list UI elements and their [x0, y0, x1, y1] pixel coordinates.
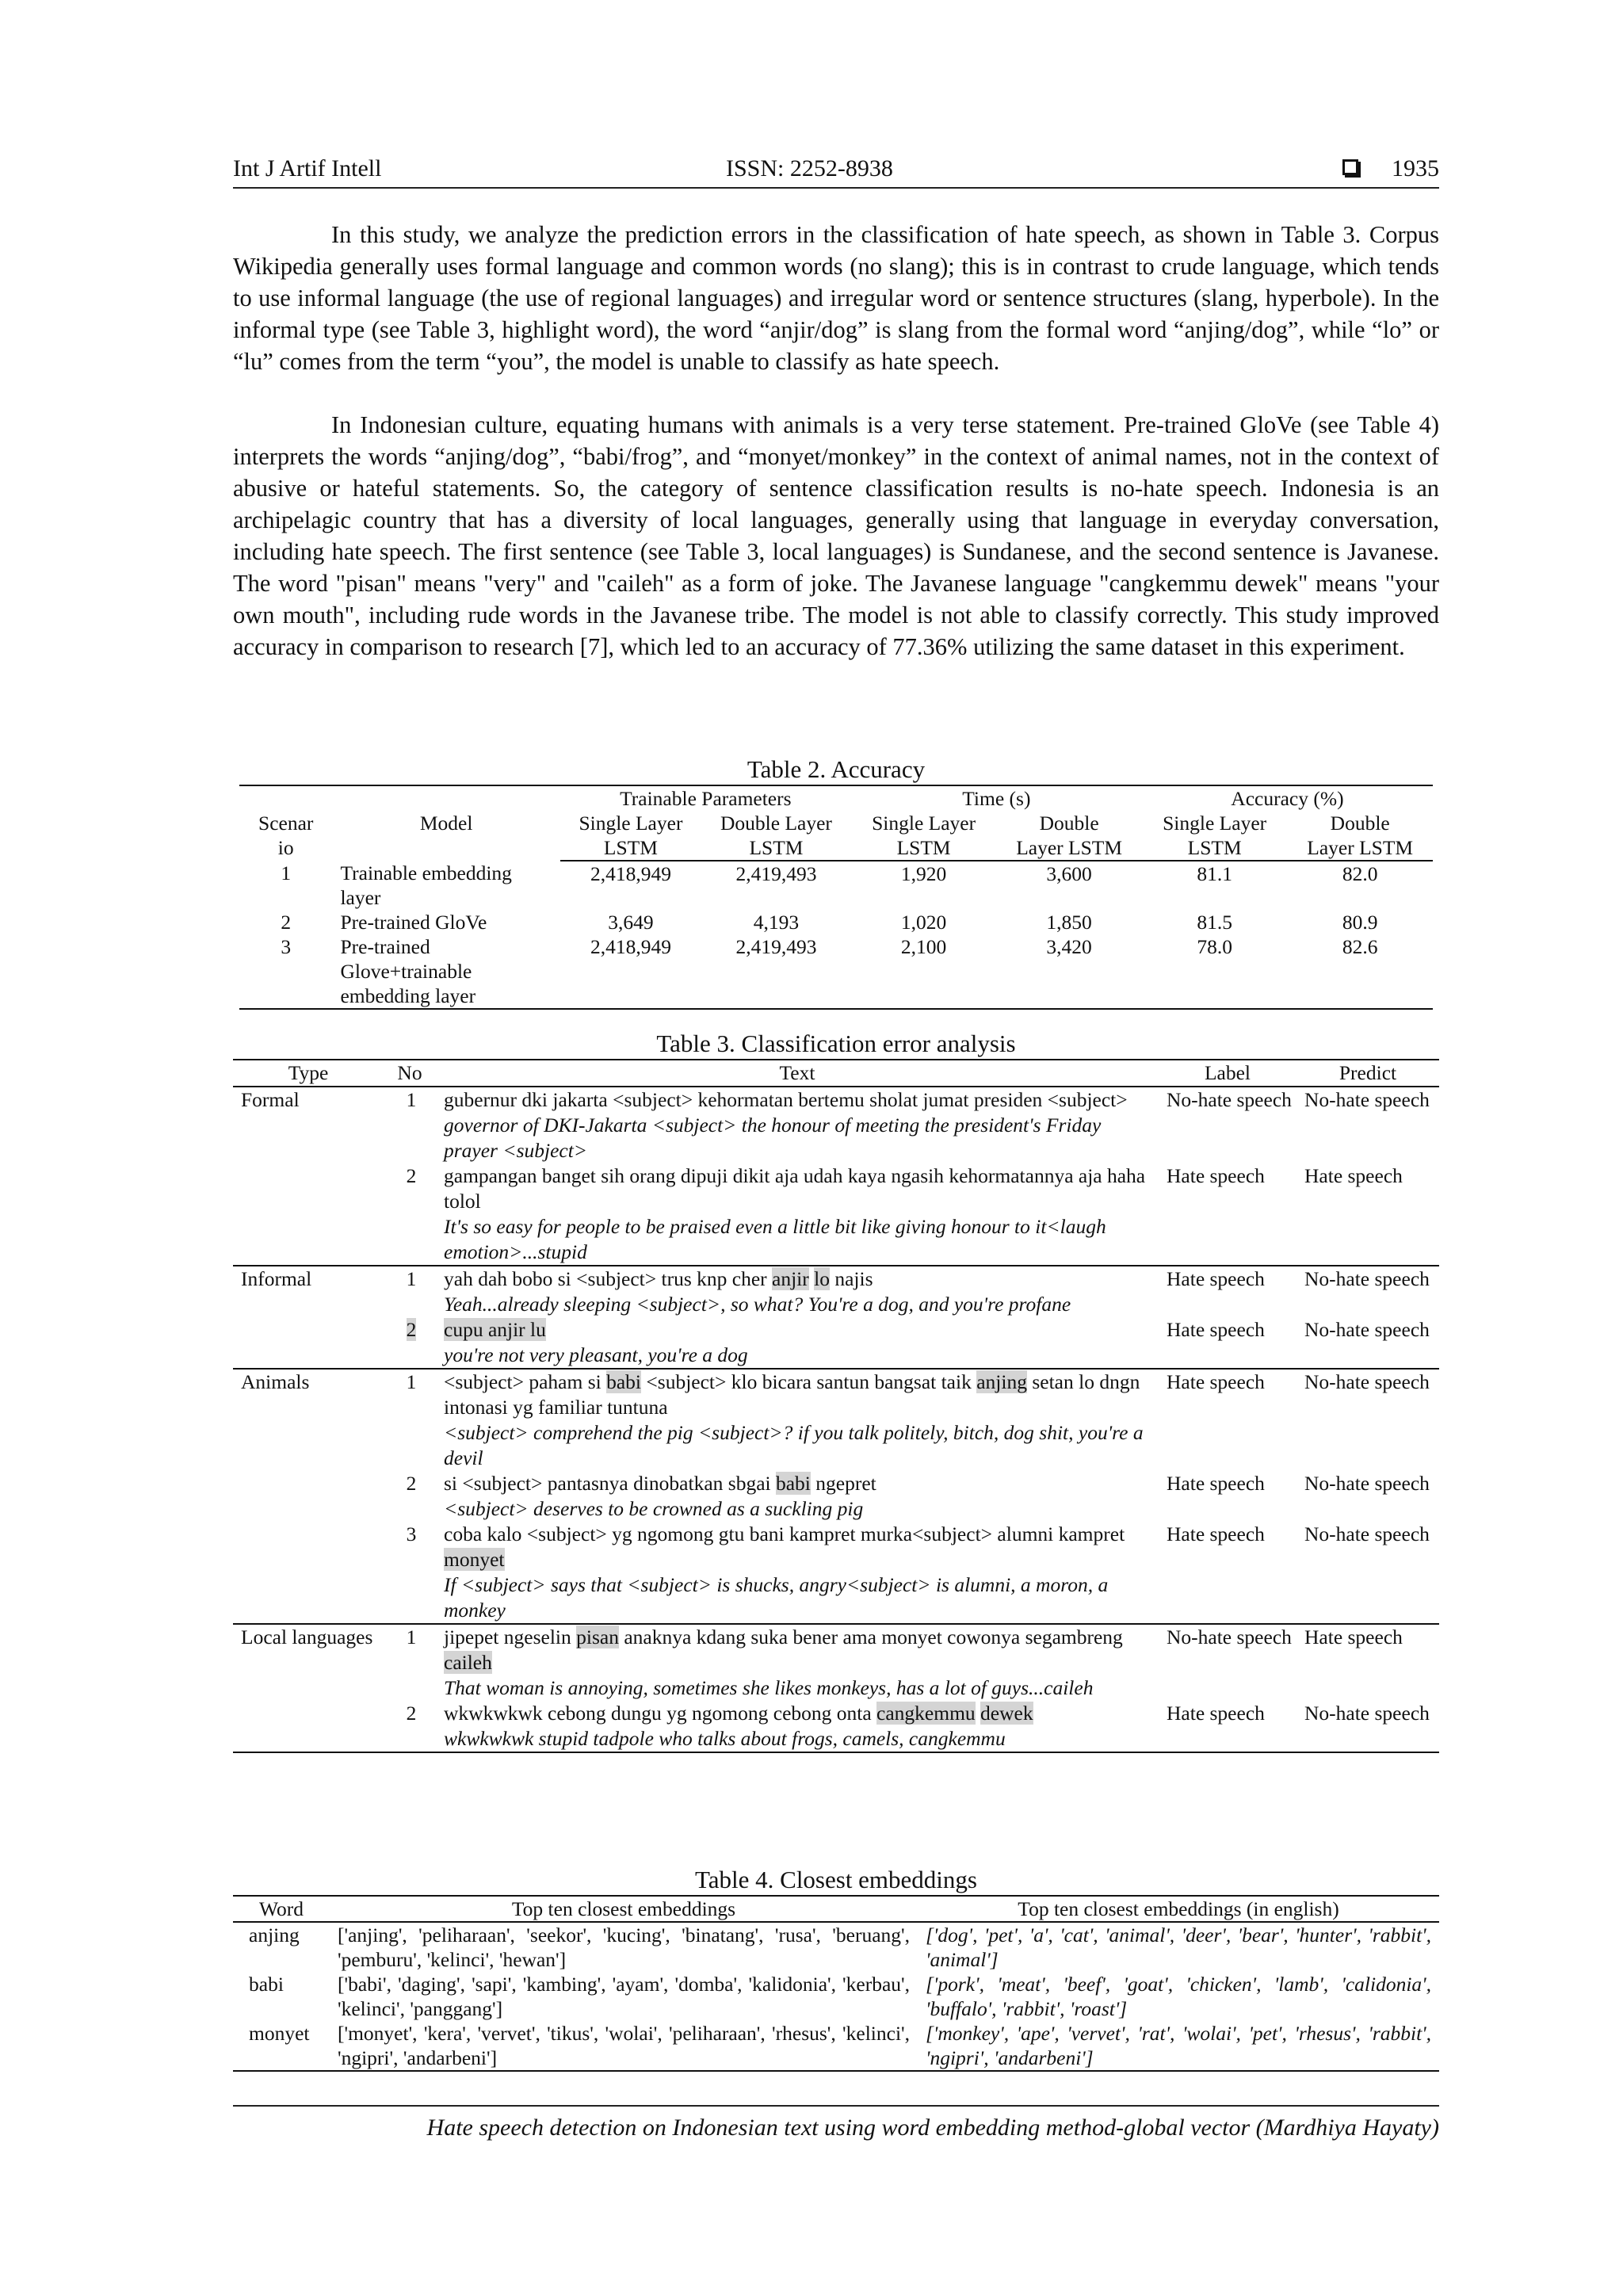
header-top: Top ten closest embeddings [330, 1896, 918, 1922]
table-row: anjing ['anjing', 'peliharaan', 'seekor', 'kucing', 'binatang', 'rusa', 'beruang', 'pemburu', 'kelinci', 'hewan'] ['dog', 'pet', 'a', 'cat', 'animal', 'deer', 'bear', 'hunter', 'rabbit', 'animal'] [249, 1924, 1431, 1971]
issn: ISSN: 2252-8938 [726, 155, 893, 181]
subheader: Double Layer [720, 812, 832, 835]
table-row: 2 wkwkwkwk cebong dungu yg ngomong cebong onta cangkemmu dewek wkwkwkwk stupid tadpole who talks about frogs, camels, cangkemmu Hate speech No-hate speech [406, 1702, 1430, 1750]
highlight-word: babi [606, 1370, 642, 1393]
highlight-word: cupu anjir lu [444, 1318, 546, 1341]
running-header [233, 155, 1439, 189]
header-accuracy: Accuracy (%) [1231, 787, 1344, 810]
highlight-word: anjir [772, 1267, 809, 1290]
subheader: LSTM [1142, 835, 1288, 861]
running-footer: Hate speech detection on Indonesian text using word embedding method-global vector (Mardhiya Hayaty) [233, 2105, 1439, 2141]
table-row: 2 si <subject> pantasnya dinobatkan sbgai babi ngepret <subject> deserves to be crowned as a suckling pig Hate speech No-hate speech [406, 1472, 1430, 1520]
table-row: 1 Trainable embedding layer 2,418,949 2,419,493 1,920 3,600 81.1 82.0 [281, 861, 1378, 909]
table2-caption: Table 2. Accuracy [747, 755, 926, 783]
journal-name: Int J Artif Intell [233, 155, 382, 181]
highlight-word: cangkemmu [876, 1702, 976, 1725]
page-number: 1935 [1392, 155, 1439, 181]
header-no: No [384, 1060, 436, 1087]
highlight-word: lo [814, 1267, 830, 1290]
header-label: Label [1159, 1060, 1296, 1087]
header-time: Time (s) [962, 787, 1031, 810]
table-row: Formal 1 gubernur dki jakarta <subject> kehormatan bertemu sholat jumat presiden <subject> governor of DKI-Jakarta <subject> the honour of meeting the president's Friday prayer <subject> No-hate speech No-hate speech [241, 1088, 1430, 1162]
table-row: monyet ['monyet', 'kera', 'vervet', 'tikus', 'wolai', 'peliharaan', 'rhesus', 'kelinci', 'ngipri', 'andarbeni'] ['monkey', 'ape', 'vervet', 'rat', 'wolai', 'pet', 'rhesus', 'rabbit', 'ngipri', 'andarbeni'] [249, 2022, 1431, 2069]
table4-caption: Table 4. Closest embeddings [694, 1866, 977, 1893]
subheader: LSTM [851, 835, 997, 861]
subheader: LSTM [560, 835, 701, 861]
table-row: Local languages 1 jipepet ngeselin pisan anaknya kdang suka bener ama monyet cowonya segambreng caileh That woman is annoying, sometimes she likes monkeys, has a lot of guys...caileh No-hate speech Hate speech [241, 1626, 1403, 1699]
highlight-word: anjing [976, 1370, 1027, 1393]
highlight-word: monyet [444, 1548, 505, 1571]
table-row: 2 Pre-trained GloVe 3,649 4,193 1,020 1,850 81.5 80.9 [281, 911, 1378, 934]
highlight-word: babi [775, 1472, 811, 1495]
subheader: Layer LSTM [1287, 835, 1433, 861]
header-top-en: Top ten closest embeddings (in english) [918, 1896, 1439, 1922]
header-word: Word [233, 1896, 330, 1922]
subheader: LSTM [701, 835, 851, 861]
subheader: Double [1330, 812, 1390, 835]
square-bullet-icon [1342, 159, 1358, 175]
header-type: Type [233, 1060, 384, 1087]
body-paragraph-1: In this study, we analyze the prediction errors in the classification of hate speech, as shown in Table 3. Corpus Wikipedia generally uses formal language and common words (no slang); this is in contrast to crude language, which tends to use informal language (the use of regional languages) and irregular word or sentence structures (slang, hyperbole). In the informal type (see Table 3, highlight word), the word “anjir/dog” is slang from the formal word “anjing/dog”, while “lo” or “lu” comes from the term “you”, the model is unable to classify as hate speech. [233, 221, 1439, 375]
body-paragraph-2: In Indonesian culture, equating humans with animals is a very terse statement. Pre-trained GloVe (see Table 4) interprets the words “anjing/dog”, “babi/frog”, and “monyet/monkey” in the context of animal names, not in the context of abusive or hateful statements. So, the category of sentence classification results is no-hate speech. Indonesia is an archipelagic country that has a diversity of local languages, generally using that language in everyday conversation, including hate speech. The first sentence (see Table 3, local languages) is Sundanese, and the second sentence is Javanese. The word "pisan" means "very" and "caileh" as a form of joke. The Javanese language "cangkemmu dewek" means "your own mouth", including rude words in the Javanese tribe. The model is not able to classify correctly. This study improved accuracy in comparison to research [7], which led to an accuracy of 77.36% utilizing the same dataset in this experiment. [233, 411, 1439, 660]
table-row: 3 coba kalo <subject> yg ngomong gtu bani kampret murka<subject> alumni kampret monyet If <subject> says that <subject> is shucks, angry<subject> is alumni, a moron, a monkey Hate speech No-hate speech [233, 1522, 1439, 1624]
header-params: Trainable Parameters [620, 787, 792, 810]
subheader: Layer LSTM [996, 835, 1142, 861]
table-row: 2 gampangan banget sih orang dipuji dikit aja udah kaya ngasih kehormatannya aja haha tolol It's so easy for people to be praised even a little bit like giving honour to it<laugh emotion>...stupid Hate speech Hate speech [233, 1163, 1439, 1266]
subheader: Single Layer [579, 812, 683, 835]
table-row: 2 cupu anjir lu you're not very pleasant, you're a dog Hate speech No-hate speech [233, 1317, 1439, 1369]
closest-embeddings-table [233, 1895, 1439, 2072]
subheader: Single Layer [872, 812, 976, 835]
header-scenario: Scenar io [258, 812, 314, 859]
subheader: Single Layer [1163, 812, 1267, 835]
subheader: Double [1039, 812, 1099, 835]
error-analysis-table [233, 1059, 1439, 1753]
header-text: Text [436, 1060, 1159, 1087]
table-row: Informal 1 yah dah bobo si <subject> trus knp cher anjir lo najis Yeah...already sleeping <subject>, so what? You're a dog, and you're profane Hate speech No-hate speech [241, 1267, 1430, 1316]
highlight-word: pisan [576, 1626, 619, 1648]
accuracy-table [239, 785, 1433, 1010]
highlight-word: dewek [980, 1702, 1033, 1725]
highlight-word: caileh [444, 1651, 492, 1674]
table3-caption: Table 3. Classification error analysis [656, 1030, 1016, 1057]
table-row: babi ['babi', 'daging', 'sapi', 'kambing', 'ayam', 'domba', 'kalidonia', 'kerbau', 'kelinci', 'panggang'] ['pork', 'meat', 'beef', 'goat', 'chicken', 'lamb', 'calidonia', 'buffalo', 'rabbit', 'roast'] [249, 1973, 1431, 2020]
header-predict: Predict [1296, 1060, 1439, 1087]
page-number-group [1342, 155, 1439, 182]
table-row: 3 Pre-trained Glove+trainable embedding layer 2,418,949 2,419,493 2,100 3,420 78.0 82.6 [281, 935, 1378, 1007]
table-row: Animals 1 <subject> paham si babi <subject> klo bicara santun bangsat taik anjing setan lo dngn intonasi yg familiar tuntuna <subject> comprehend the pig <subject>? if you talk politely, bitch, dog shit, you're a devil Hate speech No-hate speech [241, 1370, 1430, 1469]
header-model: Model [419, 812, 473, 835]
